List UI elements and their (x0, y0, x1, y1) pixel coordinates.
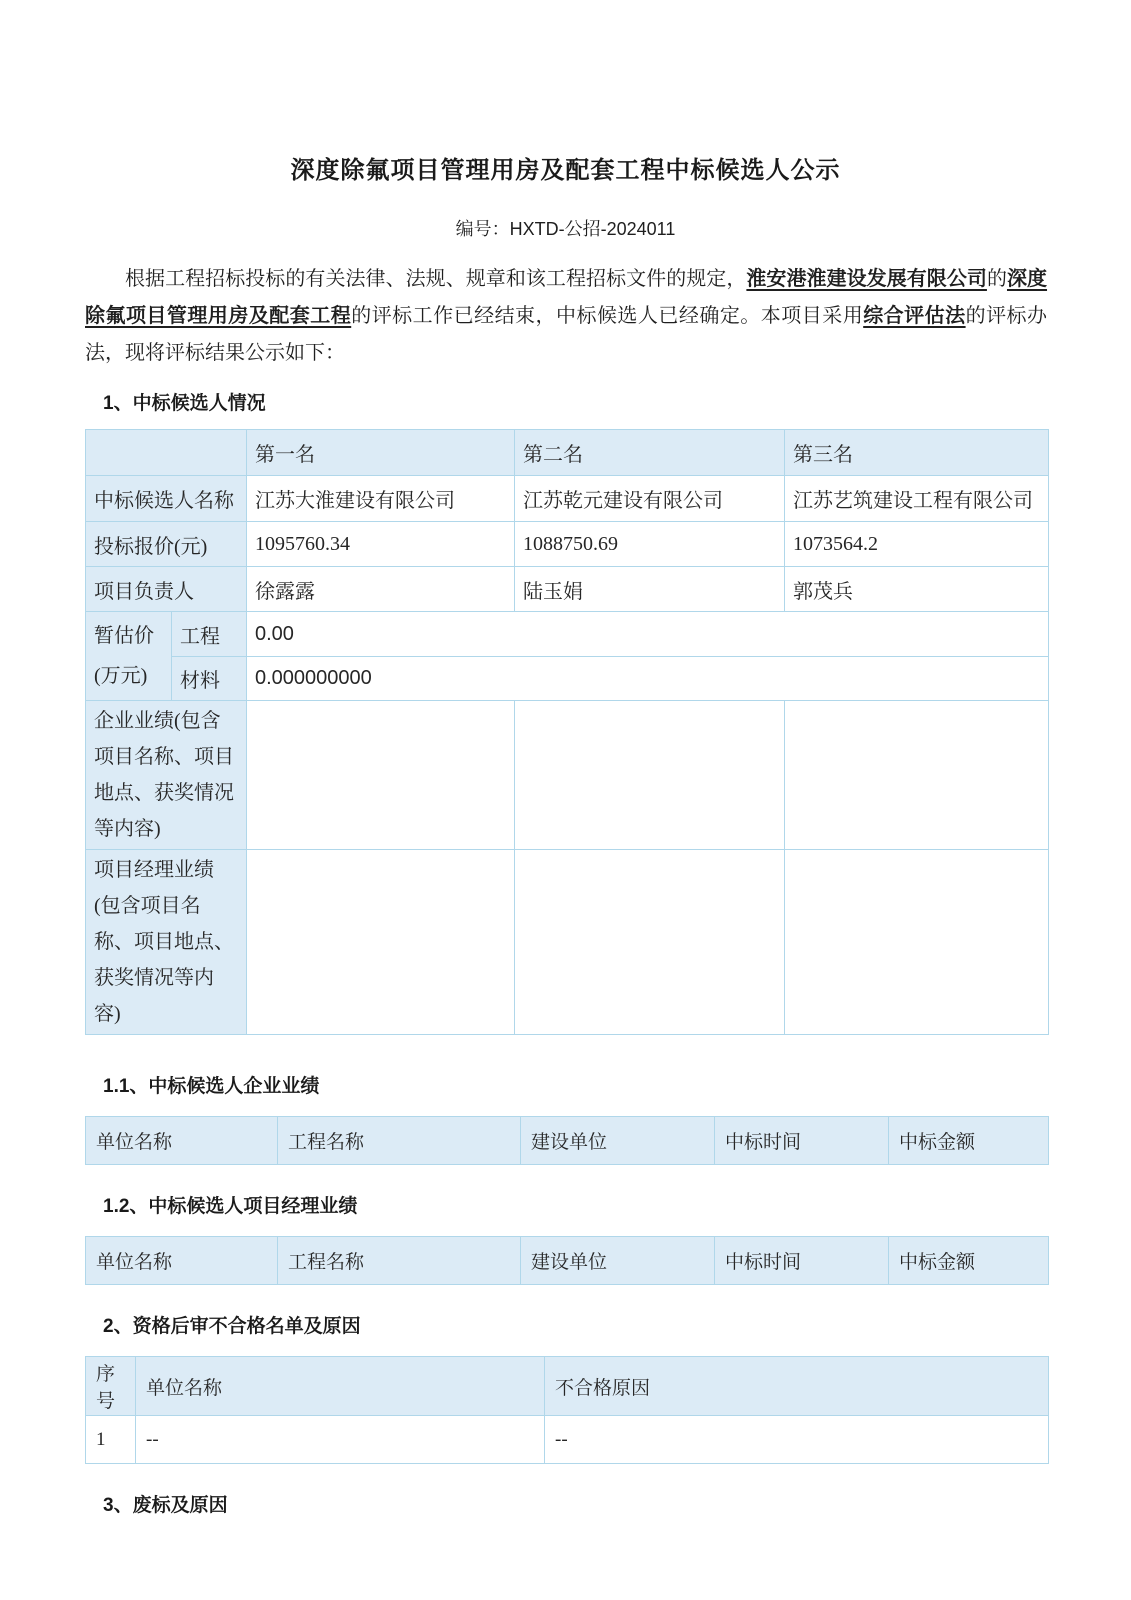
candidate-1-company-performance (247, 701, 515, 850)
estimate-material-row (86, 657, 1049, 701)
company-performance-label: 企业业绩(包含项目名称、项目地点、获奖情况等内容) (86, 701, 247, 850)
company-performance-table (85, 1116, 1049, 1165)
rank-header-row (86, 430, 1049, 476)
candidate-3-manager: 郭茂兵 (785, 567, 1049, 612)
estimate-engineering-label: 工程 (172, 612, 247, 657)
corner-cell (86, 430, 247, 476)
disqualified-header-no: 序号 (86, 1357, 136, 1416)
estimate-label: 暂估价(万元) (86, 612, 172, 701)
manager-performance-row (86, 850, 1049, 1035)
estimate-material-label: 材料 (172, 657, 247, 701)
manager-perf-header-project: 工程名称 (278, 1237, 521, 1285)
company-perf-header-project: 工程名称 (278, 1117, 521, 1165)
rank-3-header: 第三名 (785, 430, 1049, 476)
manager-perf-header-builder: 建设单位 (521, 1237, 715, 1285)
estimate-material-value: 0.000000000 (247, 657, 1049, 701)
intro-text-4: 的评标办法，现将评标结果公示如下： (85, 305, 1048, 364)
disqualified-header-unit: 单位名称 (136, 1357, 545, 1416)
project-manager-label: 项目负责人 (86, 567, 247, 612)
manager-perf-header-unit: 单位名称 (86, 1237, 278, 1285)
company-performance-row (86, 701, 1049, 850)
company-performance-header-row (86, 1117, 1049, 1165)
intro-text-1: 根据工程招标投标的有关法律、法规、规章和该工程招标文件的规定， (125, 268, 747, 290)
estimate-engineering-value: 0.00 (247, 612, 1049, 657)
intro-paragraph (85, 261, 1047, 372)
rank-1-header: 第一名 (247, 430, 515, 476)
disqualified-header-reason: 不合格原因 (545, 1357, 1049, 1416)
manager-perf-header-date: 中标时间 (715, 1237, 889, 1285)
project-name: 深度除氟项目管理用房及配套工程 (85, 268, 1048, 327)
candidate-name-label: 中标候选人名称 (86, 476, 247, 522)
disqualified-row-reason: -- (545, 1416, 1049, 1464)
disqualified-row-no: 1 (86, 1416, 136, 1464)
page-title: 深度除氟项目管理用房及配套工程中标候选人公示 (290, 157, 841, 184)
bid-price-row (86, 522, 1049, 567)
section-1-1-heading: 1.1、中标候选人企业业绩 (103, 1076, 320, 1097)
doc-number: 编号：HXTD-公招-2024011 (455, 219, 676, 239)
section-1-heading: 1、中标候选人情况 (103, 393, 266, 414)
company-perf-header-builder: 建设单位 (521, 1117, 715, 1165)
manager-performance-table (85, 1236, 1049, 1285)
candidate-2-company-performance (515, 701, 785, 850)
disqualified-row-unit: -- (136, 1416, 545, 1464)
bid-price-label: 投标报价(元) (86, 522, 247, 567)
project-manager-row (86, 567, 1049, 612)
manager-performance-header-row (86, 1237, 1049, 1285)
company-perf-header-date: 中标时间 (715, 1117, 889, 1165)
candidate-2-name: 江苏乾元建设有限公司 (515, 476, 785, 522)
tenderer-name: 淮安港淮建设发展有限公司 (746, 268, 987, 290)
candidate-1-name: 江苏大淮建设有限公司 (247, 476, 515, 522)
candidate-1-manager-performance (247, 850, 515, 1035)
rank-2-header: 第二名 (515, 430, 785, 476)
candidate-1-bid-price: 1095760.34 (247, 522, 515, 567)
candidate-3-company-performance (785, 701, 1049, 850)
candidate-3-manager-performance (785, 850, 1049, 1035)
candidate-1-manager: 徐露露 (247, 567, 515, 612)
candidate-3-name: 江苏艺筑建设工程有限公司 (785, 476, 1049, 522)
candidate-2-bid-price: 1088750.69 (515, 522, 785, 567)
candidate-2-manager-performance (515, 850, 785, 1035)
evaluation-method: 综合评估法 (863, 305, 966, 327)
intro-text-2: 的 (986, 268, 1007, 290)
candidates-table (85, 429, 1049, 1035)
disqualified-table (85, 1356, 1049, 1464)
candidate-3-bid-price: 1073564.2 (785, 522, 1049, 567)
company-perf-header-unit: 单位名称 (86, 1117, 278, 1165)
manager-performance-label: 项目经理业绩(包含项目名称、项目地点、获奖情况等内容) (86, 850, 247, 1035)
estimate-engineering-row (86, 612, 1049, 657)
company-perf-header-amount: 中标金额 (889, 1117, 1049, 1165)
disqualified-data-row (86, 1416, 1049, 1464)
candidate-name-row (86, 476, 1049, 522)
disqualified-header-row (86, 1357, 1049, 1416)
section-2-heading: 2、资格后审不合格名单及原因 (103, 1316, 361, 1337)
candidate-2-manager: 陆玉娟 (515, 567, 785, 612)
section-1-2-heading: 1.2、中标候选人项目经理业绩 (103, 1196, 358, 1217)
section-3-heading: 3、废标及原因 (103, 1495, 228, 1516)
manager-perf-header-amount: 中标金额 (889, 1237, 1049, 1285)
intro-text-3: 的评标工作已经结束，中标候选人已经确定。本项目采用 (351, 305, 864, 327)
